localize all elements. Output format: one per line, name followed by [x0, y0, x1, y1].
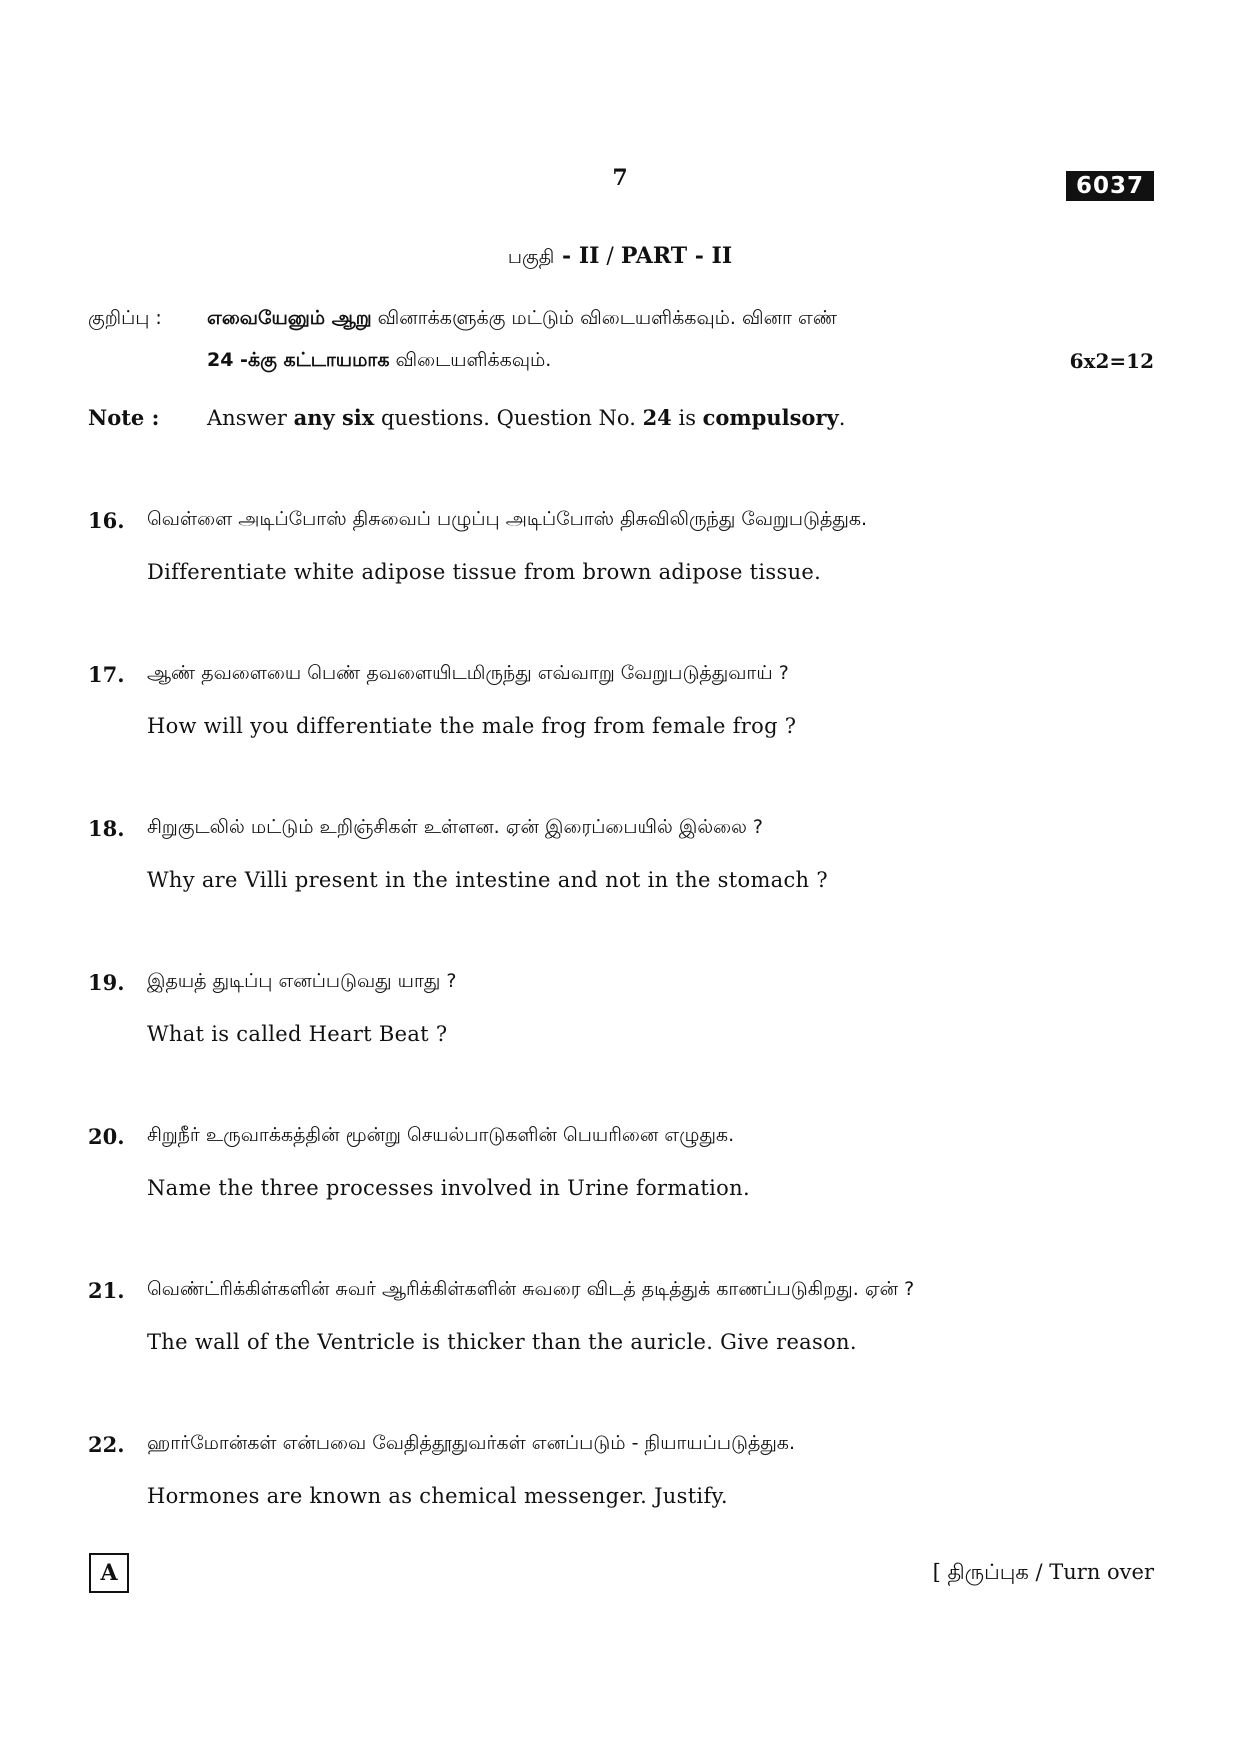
question-tamil: சிறுகுடலில் மட்டும் உறிஞ்சிகள் உள்ளன. ஏன் இரைப்பையில் இல்லை ?: [147, 816, 763, 838]
question-number: 22.: [88, 1432, 125, 1457]
note-tamil-rest1: வினாக்களுக்கு மட்டும் விடையளிக்கவும். வினா எண்: [371, 307, 838, 329]
note-en-bold-compulsory: compulsory: [702, 405, 839, 430]
question-number: 21.: [88, 1278, 125, 1303]
note-en-text1: Answer: [207, 406, 294, 430]
question-number: 19.: [88, 970, 125, 995]
question-tamil: இதயத் துடிப்பு எனப்படுவது யாது ?: [147, 970, 457, 992]
question-tamil: ஹார்மோன்கள் என்பவை வேதித்தூதுவர்கள் எனப்படும் - நியாயப்படுத்துக.: [147, 1432, 795, 1454]
question-number: 16.: [88, 508, 125, 533]
note-en-text3: is: [671, 406, 703, 430]
question-english: Hormones are known as chemical messenger. Justify.: [147, 1484, 728, 1508]
part-title-roman: II: [578, 243, 600, 269]
note-tamil-line2: [207, 349, 551, 374]
question-english: The wall of the Ventricle is thicker than the auricle. Give reason.: [147, 1330, 857, 1354]
note-tamil-rest2: விடையளிக்கவும்.: [389, 349, 552, 371]
question-tamil: வெள்ளை அடிப்போஸ் திசுவைப் பழுப்பு அடிப்போஸ் திசுவிலிருந்து வேறுபடுத்துக.: [147, 508, 868, 530]
question-tamil: ஆண் தவளையை பெண் தவளையிடமிருந்து எவ்வாறு வேறுபடுத்துவாய் ?: [147, 662, 789, 684]
turn-over-note: [ திருப்புக / Turn over: [932, 1560, 1154, 1584]
note-tamil-bold1: எவையேனும் ஆறு: [207, 307, 372, 329]
part-title: [0, 243, 1240, 271]
paper-code-badge: 6037: [1066, 171, 1154, 201]
note-tamil-line1: [207, 307, 837, 332]
question-number: 20.: [88, 1124, 125, 1149]
note-label-tamil: குறிப்பு :: [88, 307, 162, 329]
question-number: 18.: [88, 816, 125, 841]
question-english: What is called Heart Beat ?: [147, 1022, 448, 1046]
part-title-slash: /: [599, 244, 621, 269]
question-english: How will you differentiate the male frog from female frog ?: [147, 714, 797, 738]
page-number: 7: [612, 165, 628, 191]
paper-version-box: A: [89, 1553, 129, 1593]
note-en-bold-question-number: 24: [642, 405, 672, 430]
note-label-english: Note :: [88, 405, 160, 430]
note-en-text2: questions. Question No.: [374, 406, 643, 430]
note-tamil-bold2: 24 -க்கு கட்டாயமாக: [207, 349, 390, 371]
part-title-english: PART - II: [620, 243, 733, 269]
note-en-bold-any-six: any six: [293, 405, 375, 430]
question-english: Differentiate white adipose tissue from brown adipose tissue.: [147, 560, 822, 584]
part-title-sep: -: [554, 243, 579, 269]
question-number: 17.: [88, 662, 125, 687]
note-english: [207, 405, 845, 430]
question-english: Why are Villi present in the intestine and not in the stomach ?: [147, 868, 828, 892]
note-en-text4: .: [838, 406, 846, 430]
part-title-tamil: பகுதி: [507, 246, 555, 268]
marks-scheme: 6x2=12: [1069, 349, 1154, 373]
question-english: Name the three processes involved in Urine formation.: [147, 1176, 750, 1200]
question-tamil: சிறுநீர் உருவாக்கத்தின் மூன்று செயல்பாடுகளின் பெயரினை எழுதுக.: [147, 1124, 735, 1146]
question-tamil: வெண்ட்ரிக்கிள்களின் சுவர் ஆரிக்கிள்களின் சுவரை விடத் தடித்துக் காணப்படுகிறது. ஏன் ?: [147, 1278, 915, 1300]
